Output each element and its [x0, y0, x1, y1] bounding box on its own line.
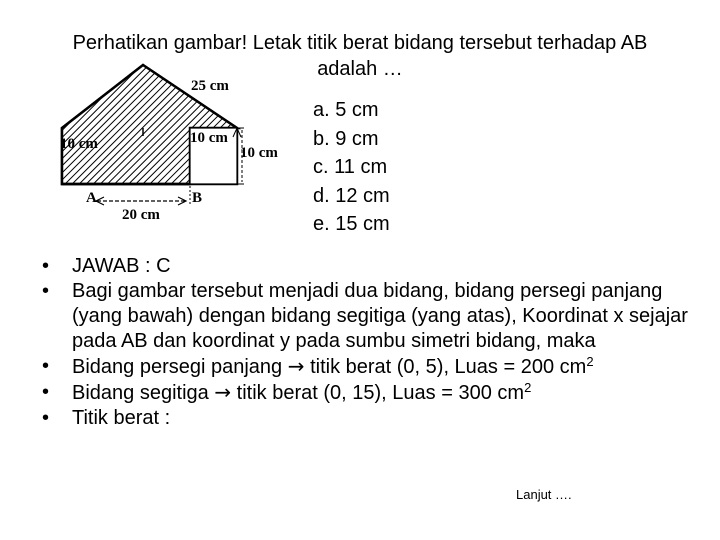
rect-detail: titik berat (0, 5), Luas = 200 [310, 356, 555, 378]
label-right: 10 cm [240, 145, 278, 161]
label-bottom: 20 cm [122, 207, 160, 223]
question-text: Perhatikan gambar! Letak titik berat bidang tersebut terhadap AB adalah … [72, 32, 648, 80]
label-left: 10 cm [60, 136, 98, 152]
final-text: Titik berat : [72, 407, 171, 429]
option-c: c. 11 cm [313, 156, 388, 178]
options-list [313, 96, 390, 239]
list-item: • JAWAB : C [42, 255, 171, 277]
tri-detail: titik berat (0, 15), Luas = 300 [236, 382, 492, 404]
list-item: • Bidang segitiga → titik berat (0, 15), Luas = 300 $cm^2$ [42, 380, 532, 404]
next-link[interactable]: Lanjut …. [516, 487, 572, 502]
tri-name: Bidang segitiga [72, 382, 209, 404]
option-a: a. 5 cm [313, 99, 379, 121]
list-item: • Bagi gambar tersebut menjadi dua bidang, bidang persegi panjang (yang bawah) dengan bidang segitiga (yang atas), Koordinat x sejajar pada AB dan koordinat y pada sumbu simetri bidang, maka [42, 280, 688, 352]
option-b: b. 9 cm [313, 127, 379, 150]
label-inner: 10 cm [190, 130, 228, 146]
answer-key: JAWAB : C [72, 255, 171, 277]
rect-name: Bidang persegi panjang [72, 356, 283, 378]
arrow-icon: → [287, 354, 305, 378]
answer-list [22, 254, 702, 431]
point-a: A [86, 190, 97, 206]
explanation-text: Bagi gambar tersebut menjadi dua bidang, bidang persegi panjang (yang bawah) dengan bidang segitiga (yang atas), Koordinat x sejajar pada AB dan koordinat y pada sumbu simetri bidang, maka [72, 280, 688, 352]
arrow-icon: → [214, 380, 232, 404]
shape-diagram [52, 62, 302, 232]
list-item: • Titik berat : [42, 407, 171, 429]
label-top: 25 cm [191, 78, 229, 94]
list-item: • Bidang persegi panjang → titik berat (0, 5), Luas = 200 $cm^2$ [42, 354, 594, 378]
point-b: B [192, 190, 203, 206]
option-e: e. 15 cm [313, 213, 390, 235]
option-d: d. 12 cm [313, 184, 390, 207]
